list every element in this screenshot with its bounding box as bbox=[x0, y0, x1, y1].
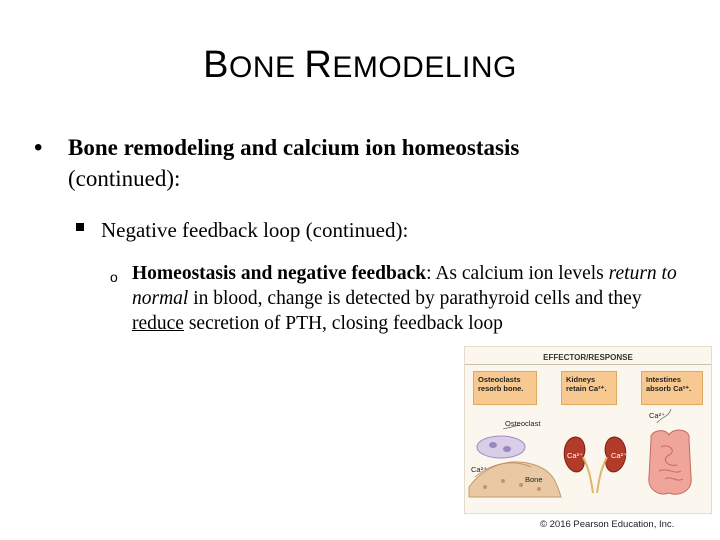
bullet-level-3-text bbox=[132, 261, 690, 336]
bullet-level-1 bbox=[34, 132, 674, 194]
label-ca-kidney-left: Ca²⁺ bbox=[567, 451, 584, 460]
slide-title bbox=[0, 44, 720, 87]
label-ca-kidney-right: Ca²⁺ bbox=[611, 451, 628, 460]
title-rest-2: EMODELING bbox=[332, 51, 517, 84]
bullet-level-1-text bbox=[68, 132, 674, 194]
bullet-level-3-seg2: in blood, change is detected by parathyroid cells and they bbox=[188, 288, 642, 309]
bullet-level-2 bbox=[76, 216, 676, 244]
circle-bullet-icon: o bbox=[110, 269, 118, 285]
intestine-illustration bbox=[649, 409, 691, 494]
bullet-level-3-bold: Homeostasis and negative feedback bbox=[132, 263, 427, 284]
title-rest-1: ONE bbox=[229, 51, 305, 84]
bullet-level-2-text: Negative feedback loop (continued): bbox=[101, 218, 409, 242]
label-bone: Bone bbox=[525, 475, 543, 484]
label-ca-intestine: Ca²⁺ bbox=[649, 411, 666, 420]
bone-illustration bbox=[469, 425, 561, 497]
label-osteoclast: Osteoclast bbox=[505, 419, 541, 428]
box-osteoclasts: Osteoclasts resorb bone. bbox=[473, 371, 537, 405]
osteoclast-cell bbox=[477, 436, 525, 458]
kidney-illustration bbox=[564, 437, 626, 493]
bullet-level-3-italic: return to normal bbox=[132, 263, 677, 309]
effector-response-figure bbox=[464, 346, 712, 514]
box-kidneys: Kidneys retain Ca²⁺. bbox=[561, 371, 617, 405]
title-initial-1: B bbox=[203, 44, 229, 86]
copyright-notice: © 2016 Pearson Education, Inc. bbox=[540, 519, 675, 530]
label-ca-bone: Ca²⁺ bbox=[471, 465, 488, 474]
bullet-level-3 bbox=[110, 261, 690, 336]
bullet-level-1-normal: (continued): bbox=[68, 166, 181, 191]
figure-illustration bbox=[465, 347, 711, 513]
title-initial-2: R bbox=[304, 44, 333, 86]
bullet-level-3-underline: reduce bbox=[132, 313, 184, 334]
figure-header: EFFECTOR/RESPONSE bbox=[543, 353, 633, 362]
bullet-level-3-seg1: : As calcium ion levels bbox=[426, 263, 609, 284]
bullet-level-1-bold: Bone remodeling and calcium ion homeostasis bbox=[68, 135, 520, 160]
round-bullet-icon: • bbox=[34, 134, 43, 161]
box-intestines: Intestines absorb Ca²⁺. bbox=[641, 371, 703, 405]
bullet-level-3-seg3: secretion of PTH, closing feedback loop bbox=[183, 313, 503, 334]
square-bullet-icon bbox=[76, 223, 84, 231]
